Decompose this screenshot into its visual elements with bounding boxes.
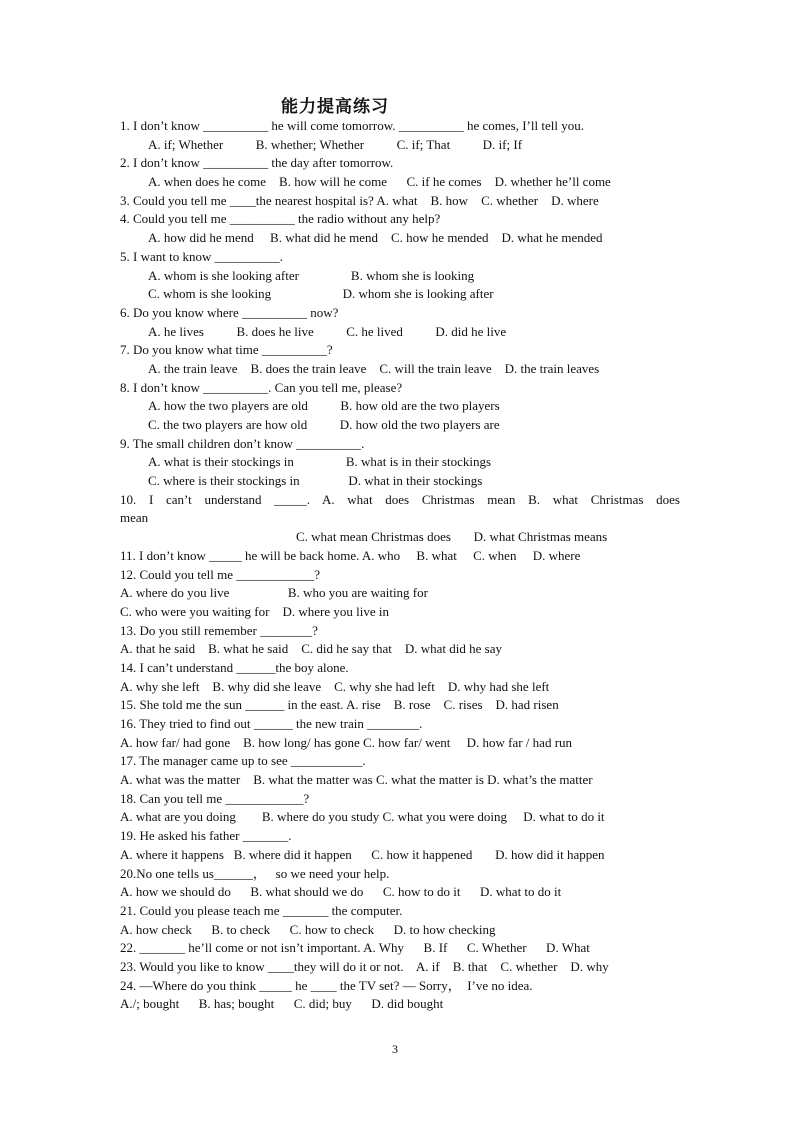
options-9-cd: C. where is their stockings in D. what in their stockings [148,473,483,489]
question-10-cont: mean [120,510,149,526]
options-2: A. when does he come B. how will he come C. if he comes D. whether he’ll come [148,174,611,190]
question-1: 1. I don’t know __________ he will come tomorrow. __________ he comes, I’ll tell you. [120,118,584,133]
question-12: 12. Could you tell me ____________? [120,566,321,582]
question-24: 24. —Where do you think _____ he ____ the TV set? — Sorry， I’ve no idea. [120,977,533,993]
options-21: A. how check B. to check C. how to check D. to how checking [120,921,496,937]
options-10-cd: C. what mean Christmas does D. what Christmas means [296,529,608,545]
question-8: 8. I don’t know __________. Can you tell me, please? [120,379,403,395]
page-number: 3 [392,1042,398,1056]
options-24: A./; bought B. has; bought C. did; buy D. did bought [120,996,444,1012]
question-11: 11. I don’t know _____ he will be back home. A. who B. what C. when D. where [120,547,581,563]
question-19: 19. He asked his father _______. [120,828,292,844]
options-8-ab: A. how the two players are old B. how old are the two players [148,398,500,414]
question-17: 17. The manager came up to see ___________. [120,753,366,769]
question-10: 10. I can’t understand _____. A. what does Christmas mean B. what Christmas does [120,491,680,507]
options-18: A. what are you doing B. where do you study C. what you were doing D. what to do it [120,809,605,825]
options-16: A. how far/ had gone B. how long/ has gone C. how far/ went D. how far / had run [120,734,573,750]
options-5-ab: A. whom is she looking after B. whom she is looking [148,267,475,283]
options-6: A. he lives B. does he live C. he lived D. did he live [148,323,507,339]
options-12-cd: C. who were you waiting for D. where you live in [120,603,389,619]
exercise-list [120,117,680,1014]
question-18: 18. Can you tell me ____________? [120,790,310,806]
question-20: 20.No one tells us______， so we need your help. [120,865,390,881]
page-title: 能力提高练习 [281,97,389,117]
question-9: 9. The small children don’t know __________. [120,435,365,451]
options-8-cd: C. the two players are how old D. how old the two players are [148,417,500,432]
options-7: A. the train leave B. does the train leave C. will the train leave D. the train leaves [148,360,600,376]
question-13: 13. Do you still remember ________? [120,622,318,638]
question-2: 2. I don’t know __________ the day after tomorrow. [120,155,394,171]
question-15: 15. She told me the sun ______ in the east. A. rise B. rose C. rises D. had risen [120,697,559,713]
options-1: A. if; Whether B. whether; Whether C. if; That D. if; If [148,136,523,152]
options-4: A. how did he mend B. what did he mend C. how he mended D. what he mended [148,230,603,246]
question-4: 4. Could you tell me __________ the radio without any help? [120,211,441,227]
options-14: A. why she left B. why did she leave C. why she had left D. why had she left [120,678,550,694]
question-21: 21. Could you please teach me _______ the computer. [120,902,403,918]
options-9-ab: A. what is their stockings in B. what is in their stockings [148,454,492,470]
options-20: A. how we should do B. what should we do C. how to do it D. what to do it [120,884,562,900]
options-12-ab: A. where do you live B. who you are waiting for [120,585,428,601]
options-5-cd: C. whom is she looking D. whom she is looking after [148,286,494,302]
options-19: A. where it happens B. where did it happen C. how it happened D. how did it happen [120,846,605,862]
question-22: 22. _______ he’ll come or not isn’t important. A. Why B. If C. Whether D. What [120,940,590,956]
question-6: 6. Do you know where __________ now? [120,304,339,320]
question-14: 14. I can’t understand ______the boy alone. [120,659,349,675]
question-16: 16. They tried to find out ______ the new train ________. [120,716,423,731]
question-3: 3. Could you tell me ____the nearest hospital is? A. what B. how C. whether D. where [120,192,599,208]
question-5: 5. I want to know __________. [120,248,283,264]
question-7: 7. Do you know what time __________? [120,342,333,358]
options-13: A. that he said B. what he said C. did he say that D. what did he say [120,641,502,657]
question-23: 23. Would you like to know ____they will do it or not. A. if B. that C. whether D. why [120,958,609,974]
options-17: A. what was the matter B. what the matter was C. what the matter is D. what’s the matter [120,772,593,788]
